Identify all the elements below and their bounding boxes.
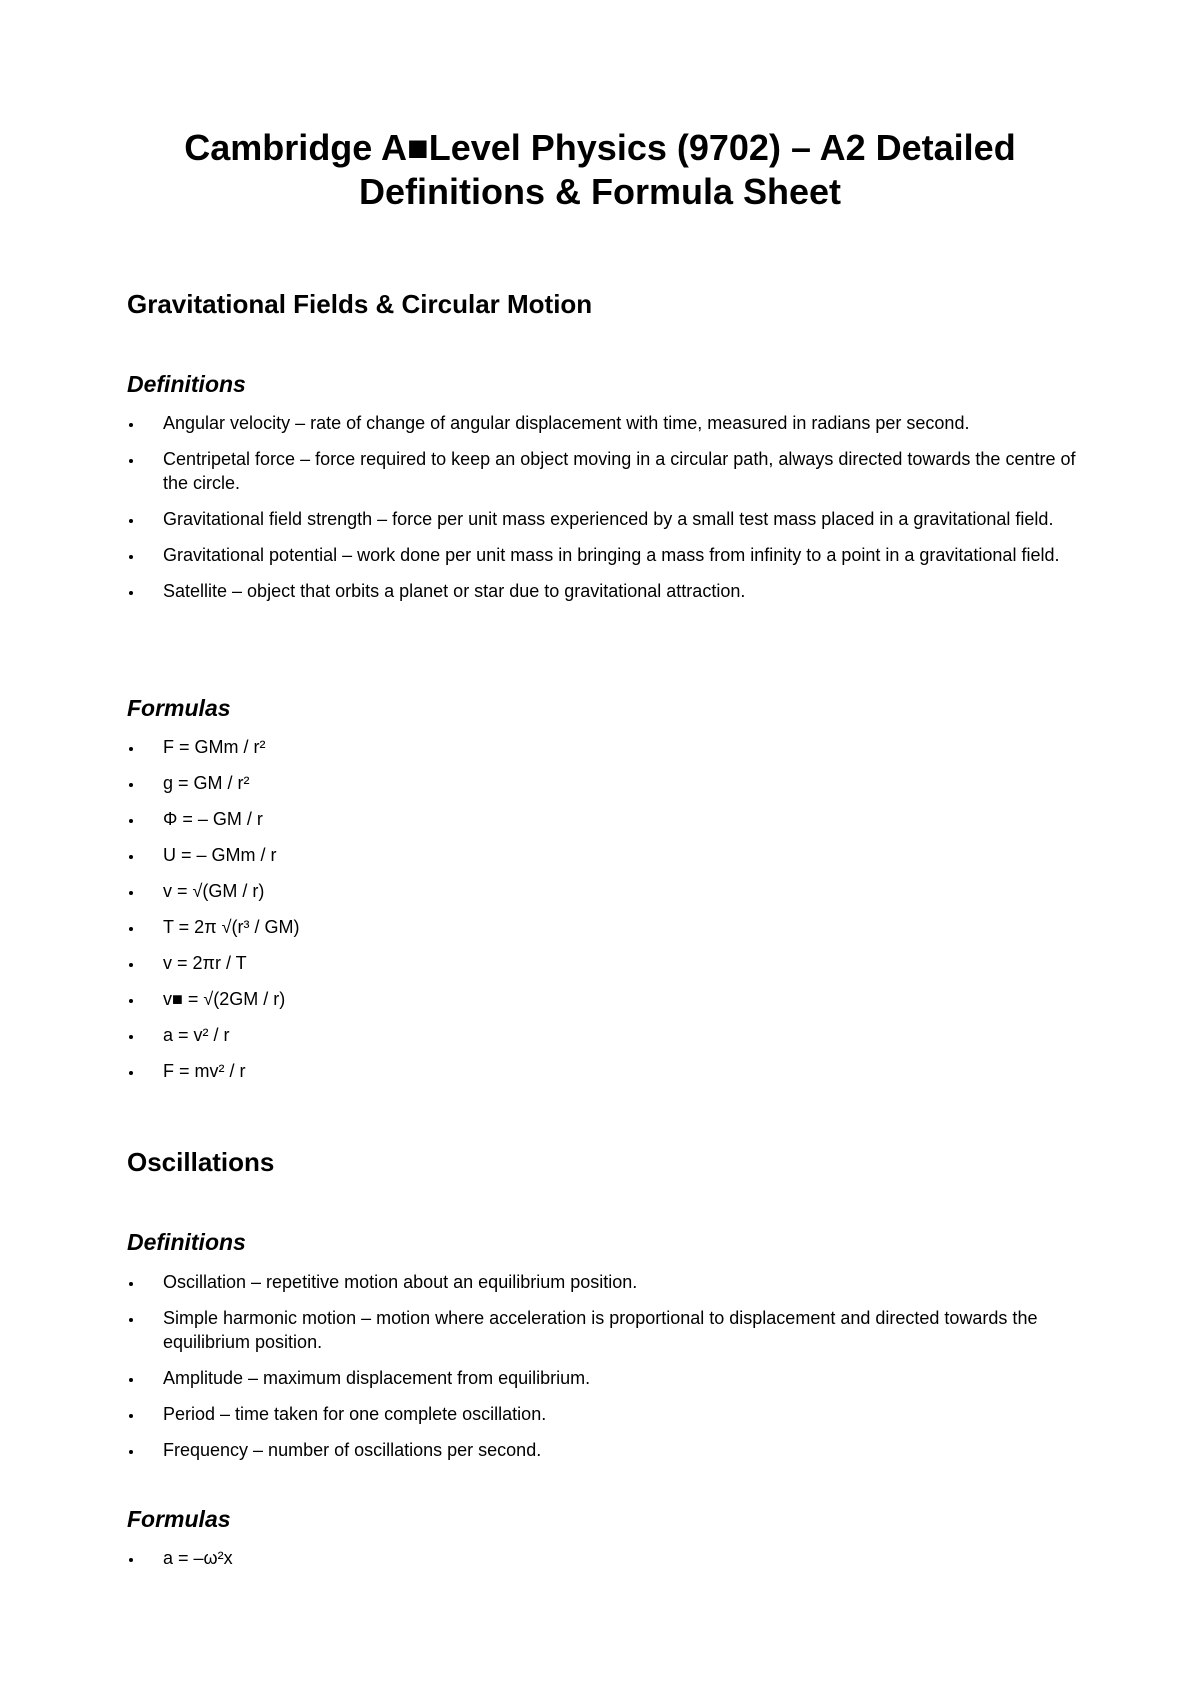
list-item: T = 2π √(r³ / GM) [127,915,1087,939]
document-title-line-2: Definitions & Formula Sheet [358,171,842,212]
list-item: Satellite – object that orbits a planet or star due to gravitational attraction. [127,579,1087,603]
formulas-list-gravitation [127,735,1087,1095]
list-item: Oscillation – repetitive motion about an equilibrium position. [127,1270,1087,1294]
definitions-list-oscillations [127,1270,1087,1474]
list-item: Gravitational potential – work done per unit mass in bringing a mass from infinity to a point in a gravitational field. [127,543,1087,567]
formulas-heading-oscillations: Formulas [127,1506,231,1532]
list-item: Φ = – GM / r [127,807,1087,831]
section-heading-oscillations: Oscillations [127,1147,275,1177]
list-item: Gravitational field strength – force per unit mass experienced by a small test mass placed in a gravitational field. [127,507,1087,531]
list-item: F = GMm / r² [127,735,1087,759]
list-item: Angular velocity – rate of change of angular displacement with time, measured in radians per second. [127,411,1087,435]
list-item: Centripetal force – force required to keep an object moving in a circular path, always directed towards the centre of the circle. [127,447,1087,495]
list-item: Frequency – number of oscillations per second. [127,1438,1087,1462]
formulas-heading-gravitation: Formulas [127,695,231,721]
formulas-list-oscillations [127,1546,1087,1582]
list-item: v = 2πr / T [127,951,1087,975]
list-item: Simple harmonic motion – motion where acceleration is proportional to displacement and directed towards the equilibrium position. [127,1306,1087,1354]
list-item: U = – GMm / r [127,843,1087,867]
list-item: Period – time taken for one complete oscillation. [127,1402,1087,1426]
list-item: F = mv² / r [127,1059,1087,1083]
list-item: a = –ω²x [127,1546,1087,1570]
document-title [100,126,1100,214]
list-item: v■ = √(2GM / r) [127,987,1087,1011]
list-item: a = v² / r [127,1023,1087,1047]
list-item: Amplitude – maximum displacement from equilibrium. [127,1366,1087,1390]
definitions-heading-oscillations: Definitions [127,1229,246,1255]
list-item: g = GM / r² [127,771,1087,795]
definitions-heading-gravitation: Definitions [127,371,246,397]
list-item: v = √(GM / r) [127,879,1087,903]
section-heading-gravitational-fields: Gravitational Fields & Circular Motion [127,289,593,319]
definitions-list-gravitation [127,411,1087,615]
document-title-line-1: Cambridge A■Level Physics (9702) – A2 Detailed [184,127,1016,168]
